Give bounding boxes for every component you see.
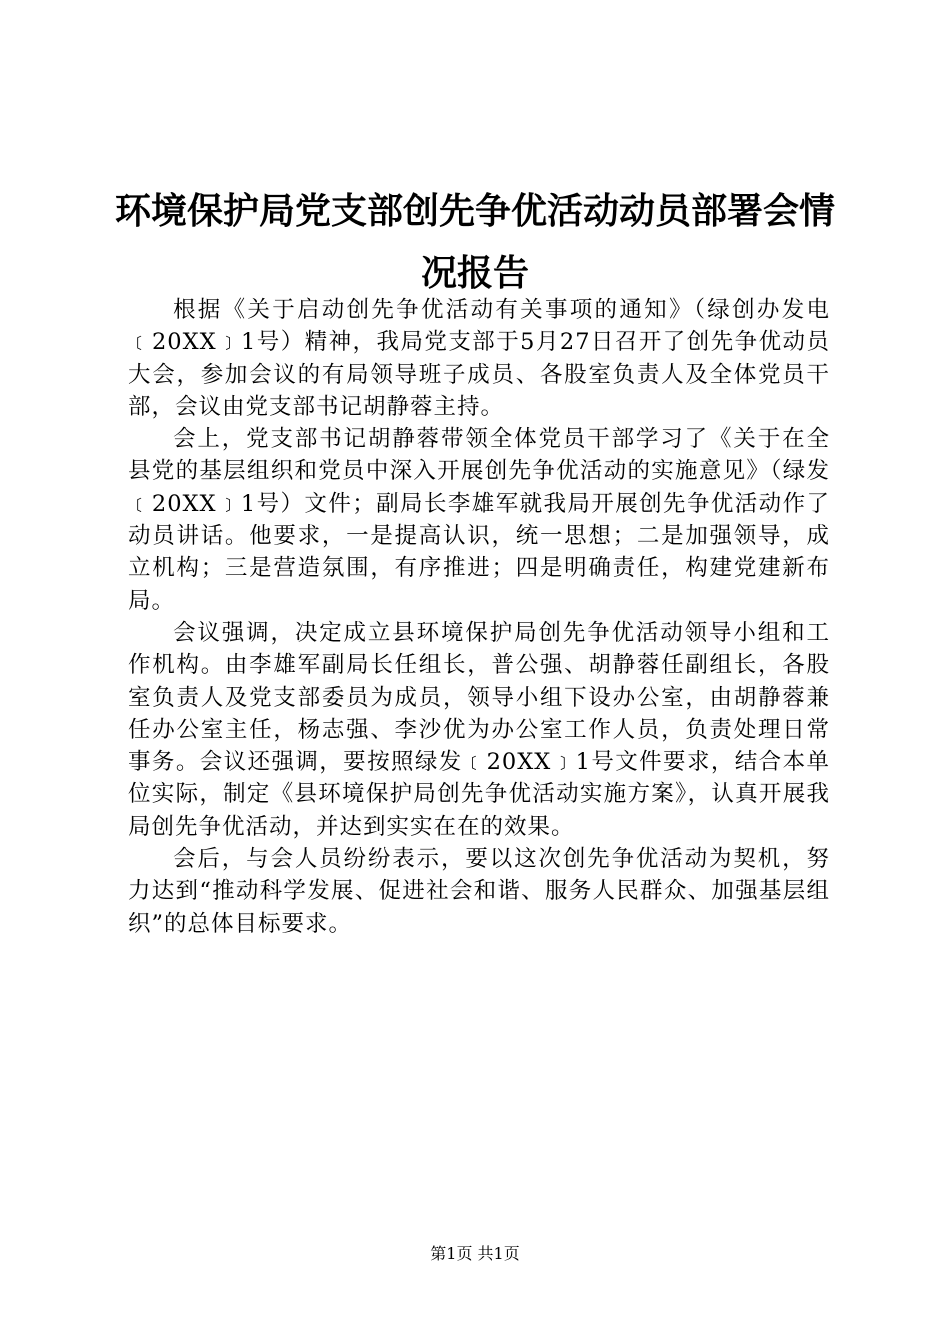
document-body: [128, 294, 830, 940]
page-footer: [0, 1243, 950, 1265]
page-number: 第1页: [430, 1244, 473, 1263]
paragraph-4: 会后，与会人员纷纷表示，要以这次创先争优活动为契机，努力达到“推动科学发展、促进社会和谐、服务人民群众、加强基层组织”的总体目标要求。: [128, 846, 830, 937]
paragraph-3: 会议强调，决定成立县环境保护局创先争优活动领导小组和工作机构。由李雄军副局长任组长，普公强、胡静蓉任副组长，各股室负责人及党支部委员为成员，领导小组下设办公室，由胡静蓉兼任办公室主任，杨志强、李沙优为办公室工作人员，负责处理日常事务。会议还强调，要按照绿发﹝20XX﹞1号文件要求，结合本单位实际，制定《县环境保护局创先争优活动实施方案》，认真开展我局创先争优活动，并达到实实在在的效果。: [128, 619, 830, 840]
page-total: 共1页: [477, 1244, 520, 1263]
document-title: 环境保护局党支部创先争优活动动员部署会情况报告: [114, 190, 835, 294]
paragraph-2: 会上，党支部书记胡静蓉带领全体党员干部学习了《关于在全县党的基层组织和党员中深入开展创先争优活动的实施意见》（绿发﹝20XX﹞1号）文件；副局长李雄军就我局开展创先争优活动作了动员讲话。他要求，一是提高认识，统一思想；二是加强领导，成立机构；三是营造氛围，有序推进；四是明确责任，构建党建新布局。: [128, 426, 830, 614]
paragraph-1: 根据《关于启动创先争优活动有关事项的通知》（绿创办发电﹝20XX﹞1号）精神，我局党支部于5月27日召开了创先争优动员大会，参加会议的有局领导班子成员、各股室负责人及全体党员干部，会议由党支部书记胡静蓉主持。: [128, 297, 830, 420]
